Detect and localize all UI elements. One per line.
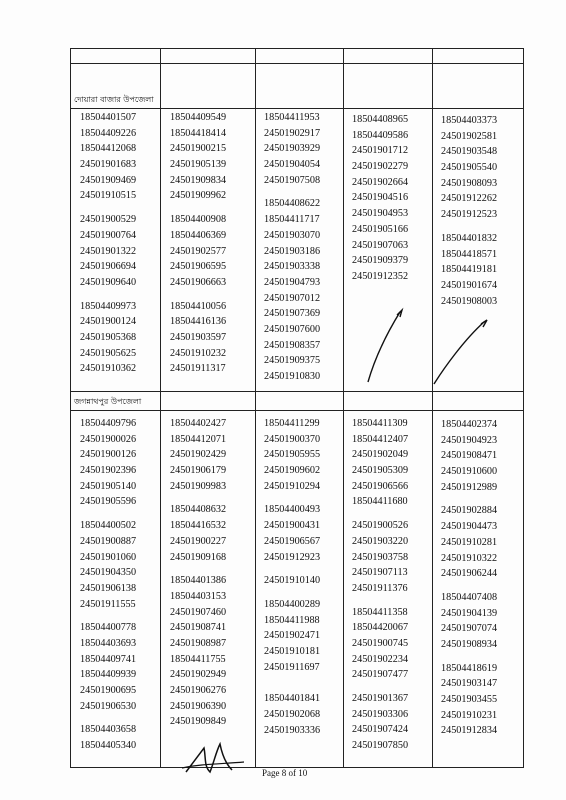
row-divider — [70, 391, 524, 392]
id-number: 24501905625 — [80, 347, 137, 359]
spacer — [80, 204, 136, 212]
spacer — [352, 510, 408, 518]
id-number: 18504402427 — [170, 418, 227, 429]
id-number: 24501900695 — [80, 685, 137, 696]
id-number: 18504409549 — [170, 112, 227, 123]
spacer — [80, 714, 136, 722]
id-number: 18504411988 — [264, 614, 320, 626]
id-number: 24501910294 — [264, 480, 321, 492]
id-number: 24501902917 — [264, 127, 321, 139]
id-number: 24501900526 — [352, 520, 409, 532]
id-number: 24501906530 — [80, 700, 137, 712]
id-number: 24501905140 — [80, 480, 137, 492]
id-number: 18504409741 — [80, 653, 137, 665]
id-number: 24501901712 — [352, 145, 409, 157]
id-number: 24501904350 — [80, 567, 137, 579]
id-number: 24501903147 — [441, 678, 498, 690]
id-number: 24501910830 — [264, 371, 321, 382]
id-number: 24501903070 — [264, 229, 321, 241]
id-number: 24501910600 — [441, 466, 498, 478]
id-number: 24501907424 — [352, 724, 409, 736]
id-number: 24501909962 — [170, 190, 227, 202]
section-label-doarabazar: দোয়ারা বাজার উপজেলা — [74, 95, 154, 104]
id-number: 24501907063 — [352, 239, 409, 251]
id-number: 24501905139 — [170, 159, 227, 171]
id-number: 24501909983 — [170, 480, 227, 492]
id-column — [352, 416, 408, 754]
id-number: 18504408622 — [264, 198, 321, 210]
id-number: 24501910231 — [441, 709, 498, 721]
id-number: 24501907600 — [264, 323, 321, 335]
id-number: 24501900026 — [80, 433, 137, 445]
id-number: 24501905596 — [80, 496, 137, 508]
id-number: 18504420067 — [352, 622, 409, 634]
spacer — [264, 188, 320, 196]
row-divider — [70, 63, 524, 64]
id-number: 24501903220 — [352, 535, 409, 547]
id-number: 24501900887 — [80, 535, 137, 547]
id-number: 24501902429 — [170, 449, 227, 461]
id-number: 24501909168 — [170, 551, 227, 563]
id-number: 24501902581 — [441, 130, 498, 142]
id-number: 24501906694 — [80, 261, 137, 273]
id-column — [264, 416, 320, 738]
id-number: 24501901322 — [80, 245, 137, 257]
id-number: 24501902068 — [264, 709, 321, 720]
id-number: 24501907477 — [352, 669, 409, 681]
column-divider — [432, 48, 433, 768]
id-number: 24501903338 — [264, 261, 321, 273]
id-number: 24501906138 — [80, 582, 137, 594]
id-number: 24501902884 — [441, 505, 498, 517]
id-number: 24501908093 — [441, 177, 498, 189]
id-number: 18504416136 — [170, 316, 227, 328]
id-number: 24501908934 — [441, 638, 498, 650]
id-number: 24501911376 — [352, 582, 408, 594]
id-number: 24501903548 — [441, 146, 498, 158]
spacer — [441, 653, 497, 661]
id-number: 24501905309 — [352, 465, 409, 477]
id-column — [170, 416, 226, 730]
id-number: 24501903186 — [264, 245, 321, 257]
id-number: 24501909375 — [264, 355, 321, 367]
id-number: 24501903929 — [264, 143, 321, 155]
id-number: 24501912989 — [441, 481, 498, 493]
id-number: 18504400908 — [170, 214, 227, 226]
spacer — [80, 510, 136, 518]
id-column — [80, 110, 136, 377]
id-number: 24501900215 — [170, 143, 227, 155]
id-number: 18504400778 — [80, 622, 137, 634]
id-number: 24501909602 — [264, 465, 321, 477]
id-number: 24501908987 — [170, 637, 227, 649]
id-number: 24501909849 — [170, 716, 227, 728]
id-number: 18504412068 — [80, 143, 137, 155]
id-number: 18504401386 — [170, 575, 227, 587]
id-number: 18504409939 — [80, 669, 137, 681]
id-number: 24501907850 — [352, 740, 409, 752]
id-number: 24501907074 — [441, 623, 498, 635]
spacer — [352, 683, 408, 691]
id-number: 24501909379 — [352, 255, 409, 267]
id-number: 24501907460 — [170, 606, 227, 618]
signature — [180, 738, 250, 778]
id-number: 24501910322 — [441, 552, 498, 564]
id-number: 24501908471 — [441, 450, 498, 462]
spacer — [264, 683, 320, 691]
id-number: 18504418414 — [170, 127, 227, 139]
id-number: 18504416532 — [170, 520, 227, 532]
id-number: 24501902471 — [264, 630, 321, 642]
id-number: 18504400493 — [264, 504, 321, 516]
id-number: 24501902279 — [352, 161, 409, 173]
id-number: 24501902049 — [352, 449, 409, 461]
id-number: 18504411953 — [264, 112, 320, 123]
id-number: 18504409796 — [80, 418, 137, 429]
spacer — [80, 612, 136, 620]
id-number: 24501910362 — [80, 363, 137, 375]
id-number: 24501903336 — [264, 724, 321, 736]
id-number: 24501912834 — [441, 725, 498, 737]
id-number: 24501902664 — [352, 176, 409, 188]
id-number: 18504412071 — [170, 433, 227, 445]
id-number: 24501908003 — [441, 295, 498, 307]
id-number: 18504400502 — [80, 520, 137, 532]
id-number: 18504409586 — [352, 129, 409, 141]
spacer — [80, 291, 136, 299]
id-number: 18504418571 — [441, 248, 498, 260]
id-number: 24501905368 — [80, 331, 137, 343]
id-number: 18504403373 — [441, 115, 498, 126]
id-number: 24501907369 — [264, 308, 321, 320]
spacer — [264, 589, 320, 597]
spacer — [170, 291, 226, 299]
id-number: 24501905540 — [441, 162, 498, 174]
id-number: 24501911317 — [170, 363, 226, 375]
id-number: 24501911697 — [264, 661, 320, 673]
spacer — [441, 582, 497, 590]
id-column — [80, 416, 136, 754]
id-number: 24501900745 — [352, 637, 409, 649]
id-number: 18504419181 — [441, 264, 498, 276]
id-number: 24501902234 — [352, 653, 409, 665]
id-number: 24501912352 — [352, 270, 409, 282]
spacer — [264, 675, 320, 683]
spacer — [170, 565, 226, 573]
id-number: 18504409973 — [80, 300, 137, 312]
id-column — [264, 110, 320, 385]
id-number: 18504418619 — [441, 662, 498, 674]
id-number: 18504402374 — [441, 419, 498, 430]
id-number: 24501903306 — [352, 708, 409, 720]
column-divider — [160, 48, 161, 768]
id-number: 24501907508 — [264, 174, 321, 186]
id-number: 18504410056 — [170, 300, 227, 312]
id-number: 24501907113 — [352, 567, 408, 579]
id-number: 18504401841 — [264, 693, 321, 705]
id-number: 24501904953 — [352, 208, 409, 220]
id-number: 24501905955 — [264, 449, 321, 461]
pen-stroke — [366, 306, 406, 386]
id-number: 18504406369 — [170, 229, 227, 241]
id-number: 24501900227 — [170, 535, 227, 547]
id-number: 24501912923 — [264, 551, 321, 563]
id-number: 24501900124 — [80, 316, 137, 328]
spacer — [441, 223, 497, 231]
id-number: 24501910281 — [441, 536, 498, 548]
spacer — [264, 494, 320, 502]
id-number: 24501909834 — [170, 174, 227, 186]
id-number: 24501912262 — [441, 193, 498, 205]
spacer — [352, 597, 408, 605]
id-number: 24501910140 — [264, 575, 321, 587]
id-number: 24501901060 — [80, 551, 137, 563]
id-number: 24501905166 — [352, 223, 409, 235]
pen-stroke — [430, 318, 490, 388]
id-number: 24501908741 — [170, 622, 227, 634]
id-number: 24501903758 — [352, 551, 409, 563]
page-number: Page 8 of 10 — [262, 768, 308, 778]
row-divider — [70, 410, 524, 411]
id-number: 18504403153 — [170, 590, 227, 602]
id-number: 24501909469 — [80, 174, 137, 186]
spacer — [441, 495, 497, 503]
id-number: 24501911555 — [80, 598, 136, 610]
id-number: 18504401507 — [80, 112, 137, 123]
id-number: 24501906567 — [264, 535, 321, 547]
id-number: 24501906390 — [170, 700, 227, 712]
spacer — [170, 204, 226, 212]
id-number: 24501901367 — [352, 693, 409, 704]
id-number: 24501904473 — [441, 521, 498, 533]
id-number: 24501903597 — [170, 331, 227, 343]
section-label-jagannathpur: জগন্নাথপুর উপজেলা — [74, 397, 142, 406]
id-number: 24501910515 — [80, 190, 137, 202]
id-number: 24501903455 — [441, 694, 498, 705]
id-number: 24501904139 — [441, 607, 498, 619]
id-number: 24501906566 — [352, 480, 409, 492]
id-number: 24501904923 — [441, 434, 498, 446]
id-number: 18504403693 — [80, 637, 137, 649]
id-number: 24501900529 — [80, 214, 137, 226]
id-number: 18504401832 — [441, 232, 498, 244]
id-column — [441, 417, 497, 739]
id-number: 24501910181 — [264, 645, 321, 657]
id-number: 18504411717 — [264, 214, 320, 226]
spacer — [264, 565, 320, 573]
id-number: 18504405340 — [80, 740, 137, 752]
row-divider — [70, 108, 524, 109]
id-column — [170, 110, 226, 377]
id-column — [352, 112, 408, 285]
id-number: 18504403658 — [80, 724, 137, 736]
id-number: 24501902396 — [80, 465, 137, 477]
column-divider — [255, 48, 256, 768]
id-number: 24501902577 — [170, 245, 227, 257]
id-number: 24501912523 — [441, 209, 498, 221]
id-number: 18504411309 — [352, 418, 408, 429]
id-number: 24501900431 — [264, 520, 321, 532]
id-number: 24501901683 — [80, 159, 137, 171]
id-number: 18504400289 — [264, 598, 321, 610]
id-number: 24501904054 — [264, 159, 321, 171]
id-number: 24501907012 — [264, 292, 321, 304]
id-number: 18504411358 — [352, 606, 408, 618]
id-number: 24501904793 — [264, 276, 321, 288]
id-number: 18504408965 — [352, 114, 409, 125]
column-divider — [343, 48, 344, 768]
id-number: 24501906244 — [441, 568, 498, 580]
spacer — [170, 494, 226, 502]
id-number: 24501901674 — [441, 279, 498, 291]
id-number: 18504411755 — [170, 653, 226, 665]
id-number: 18504408632 — [170, 504, 227, 516]
id-number: 24501900126 — [80, 449, 137, 461]
id-number: 24501906276 — [170, 685, 227, 696]
id-number: 24501909640 — [80, 276, 137, 288]
id-number: 18504411680 — [352, 496, 408, 508]
id-number: 24501900370 — [264, 433, 321, 445]
id-number: 24501908357 — [264, 339, 321, 351]
id-number: 18504412407 — [352, 433, 409, 445]
id-number: 18504409226 — [80, 127, 137, 139]
id-number: 24501906663 — [170, 276, 227, 288]
id-number: 24501902949 — [170, 669, 227, 681]
id-column — [441, 113, 497, 309]
id-number: 24501904516 — [352, 192, 409, 204]
id-number: 24501906595 — [170, 261, 227, 273]
id-number: 24501910232 — [170, 347, 227, 359]
id-number: 18504407408 — [441, 591, 498, 603]
id-number: 24501906179 — [170, 465, 227, 477]
id-number: 24501900764 — [80, 229, 137, 241]
id-number: 18504411299 — [264, 418, 320, 429]
